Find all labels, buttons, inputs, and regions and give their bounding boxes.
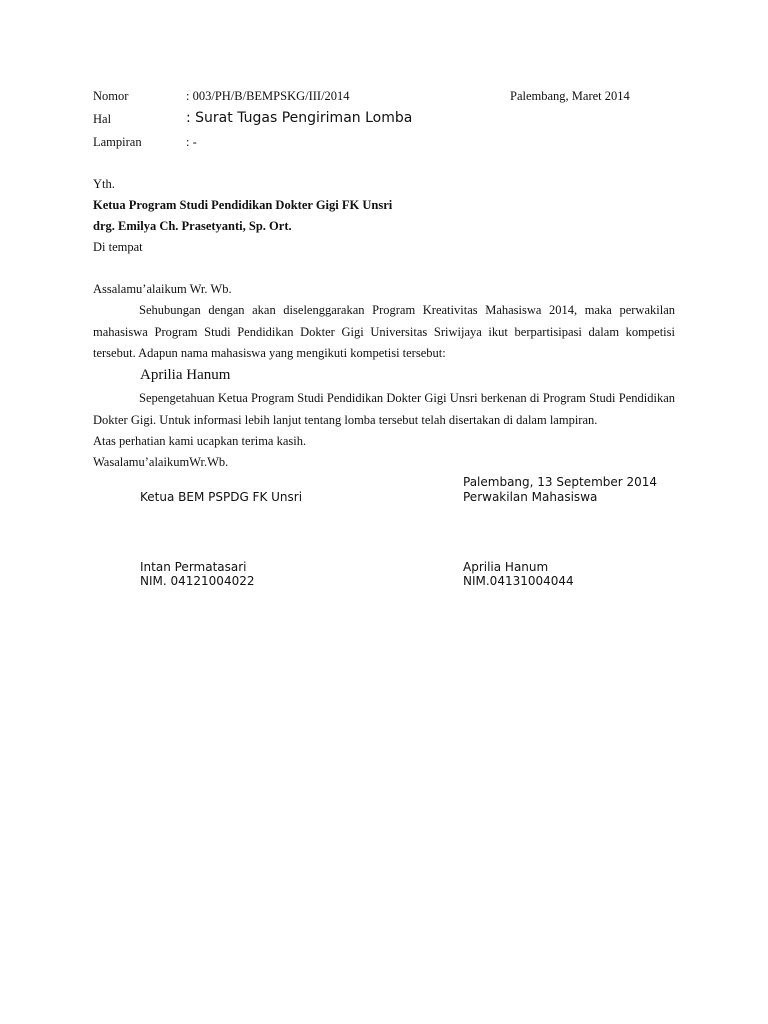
lampiran-value: : - [186,135,197,149]
closing-line: Wasalamu’alaikumWr.Wb. [93,455,229,469]
nomor-value: : 003/PH/B/BEMPSKG/III/2014 [186,89,350,103]
greeting: Assalamu’alaikum Wr. Wb. [93,282,232,296]
recipient-place: Di tempat [93,240,143,254]
paragraph-intro-text: Sehubungan dengan akan diselenggarakan Program Kreativitas Mahasiswa 2014, maka perwakilan mahasiswa Program Studi Pendidikan Dokter Gigi Universitas Sriwijaya ikut berpartisipasi dalam kompetisi tersebut. Adapun nama mahasiswa yang mengikuti kompetisi tersebut: [93,303,675,360]
recipient-line1: Ketua Program Studi Pendidikan Dokter Gigi FK Unsri [93,198,393,212]
nomor-label: Nomor [93,89,129,103]
student-name: Aprilia Hanum [140,367,231,383]
recipient-yth: Yth. [93,177,115,191]
paragraph-intro [93,300,675,365]
thanks-line: Atas perhatian kami ucapkan terima kasih. [93,434,307,448]
left-signatory-name: Intan Permatasari [140,560,247,574]
right-signatory-title: Perwakilan Mahasiswa [463,490,598,504]
lampiran-label: Lampiran [93,135,142,149]
recipient-line2: drg. Emilya Ch. Prasetyanti, Sp. Ort. [93,219,292,233]
signature-place-date: Palembang, 13 September 2014 [463,475,658,489]
paragraph-info-text: Sepengetahuan Ketua Program Studi Pendidikan Dokter Gigi Unsri berkenan di Program Studi Pendidikan Dokter Gigi. Untuk informasi lebih lanjut tentang lomba tersebut telah disertakan di dalam lampiran. [93,391,675,427]
left-signatory-title: Ketua BEM PSPDG FK Unsri [140,490,303,504]
letter-date: Palembang, Maret 2014 [510,89,630,103]
right-signatory-name: Aprilia Hanum [463,560,549,574]
right-signatory-nim: NIM.04131004044 [463,574,574,588]
left-signatory-nim: NIM. 04121004022 [140,574,255,588]
hal-value: : Surat Tugas Pengiriman Lomba [186,110,413,126]
hal-label: Hal [93,112,112,126]
paragraph-info [93,388,675,431]
